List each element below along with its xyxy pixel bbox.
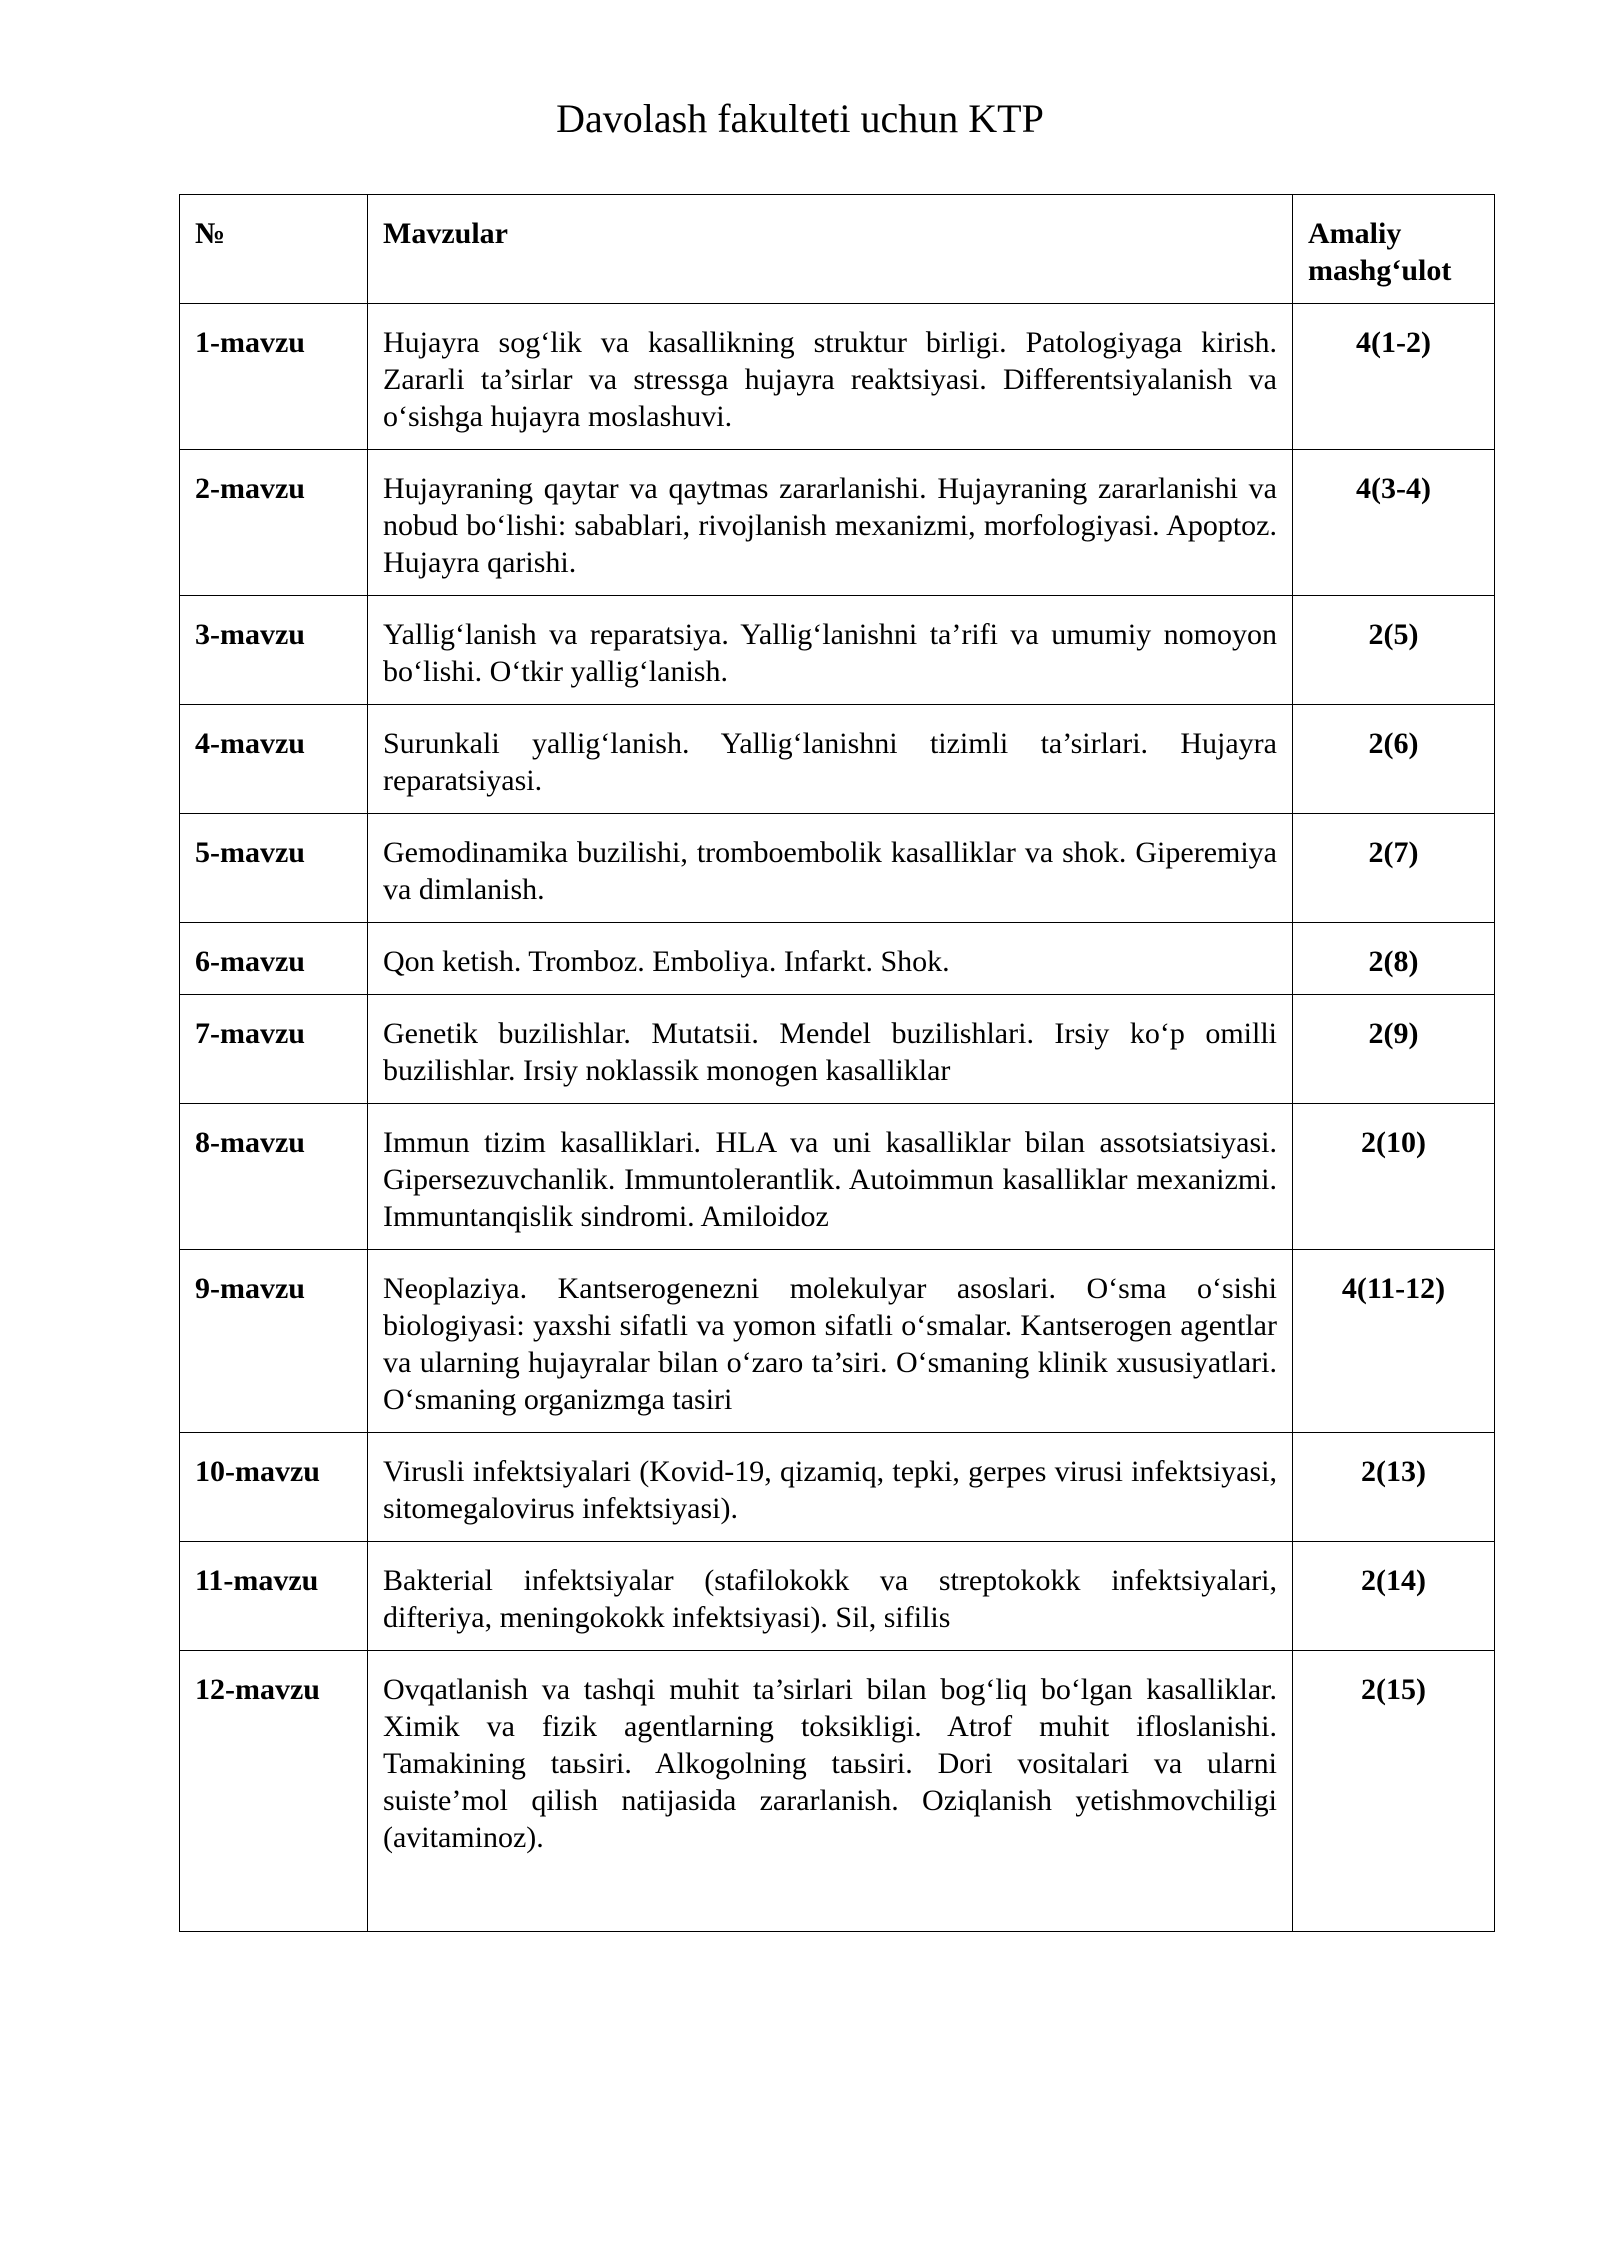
row-hours: 2(8) xyxy=(1293,923,1495,995)
header-practical: Amaliy mashg‘ulot xyxy=(1293,195,1495,304)
table-row xyxy=(180,1542,1495,1651)
page-title: Davolash fakulteti uchun KTP xyxy=(556,96,1044,141)
row-topic: Yallig‘lanish va reparatsiya. Yallig‘lanishni ta’rifi va umumiy nomoyon bo‘lishi. O‘tkir yallig‘lanish. xyxy=(368,596,1293,705)
row-hours: 2(13) xyxy=(1293,1433,1495,1542)
table-header-row xyxy=(180,195,1495,304)
header-number: № xyxy=(180,195,368,304)
row-topic: Qon ketish. Tromboz. Emboliya. Infarkt. Shok. xyxy=(368,923,1293,995)
row-topic: Ovqatlanish va tashqi muhit ta’sirlari bilan bog‘liq bo‘lgan kasalliklar. Ximik va fizik agentlarning toksikligi. Atrof muhit ifloslanishi. Tamakining taьsiri. Alkogolning taьsiri. Dori vositalari va ularni suiste’mol qilish natijasida zararlanish. Oziqlanish yetishmovchiligi (avitaminoz). xyxy=(368,1651,1293,1932)
table-row xyxy=(180,814,1495,923)
row-number: 10-mavzu xyxy=(180,1433,368,1542)
row-number: 7-mavzu xyxy=(180,995,368,1104)
row-topic: Bakterial infektsiyalar (stafilokokk va streptokokk infektsiyalari, difteriya, meningokokk infektsiyasi). Sil, sifilis xyxy=(368,1542,1293,1651)
row-number: 1-mavzu xyxy=(180,304,368,450)
row-topic: Hujayra sog‘lik va kasallikning struktur birligi. Patologiyaga kirish. Zararli ta’sirlar va stressga hujayra reaktsiyasi. Differentsiyalanish va o‘sishga hujayra moslashuvi. xyxy=(368,304,1293,450)
row-hours: 2(10) xyxy=(1293,1104,1495,1250)
row-hours: 2(6) xyxy=(1293,705,1495,814)
row-topic: Genetik buzilishlar. Mutatsii. Mendel buzilishlari. Irsiy ko‘p omilli buzilishlar. Irsiy noklassik monogen kasalliklar xyxy=(368,995,1293,1104)
row-hours: 2(15) xyxy=(1293,1651,1495,1932)
row-number: 5-mavzu xyxy=(180,814,368,923)
row-number: 4-mavzu xyxy=(180,705,368,814)
table-row xyxy=(180,1250,1495,1433)
table-row xyxy=(180,995,1495,1104)
row-number: 8-mavzu xyxy=(180,1104,368,1250)
table-row xyxy=(180,304,1495,450)
row-topic: Surunkali yallig‘lanish. Yallig‘lanishni tizimli ta’sirlari. Hujayra reparatsiyasi. xyxy=(368,705,1293,814)
row-hours: 4(11-12) xyxy=(1293,1250,1495,1433)
row-number: 9-mavzu xyxy=(180,1250,368,1433)
row-number: 11-mavzu xyxy=(180,1542,368,1651)
row-number: 12-mavzu xyxy=(180,1651,368,1932)
row-topic: Virusli infektsiyalari (Kovid-19, qizamiq, tepki, gerpes virusi infektsiyasi, sitomegalovirus infektsiyasi). xyxy=(368,1433,1293,1542)
header-topics: Mavzular xyxy=(368,195,1293,304)
table-row xyxy=(180,1433,1495,1542)
table-row xyxy=(180,1651,1495,1932)
row-hours: 4(1-2) xyxy=(1293,304,1495,450)
table-row xyxy=(180,923,1495,995)
table-row xyxy=(180,450,1495,596)
row-hours: 2(9) xyxy=(1293,995,1495,1104)
row-number: 3-mavzu xyxy=(180,596,368,705)
row-number: 2-mavzu xyxy=(180,450,368,596)
row-topic: Neoplaziya. Kantserogenezni molekulyar asoslari. O‘sma o‘sishi biologiyasi: yaxshi sifatli va yomon sifatli o‘smalar. Kantserogen agentlar va ularning hujayralar bilan o‘zaro ta’siri. O‘smaning klinik xususiyatlari. O‘smaning organizmga tasiri xyxy=(368,1250,1293,1433)
ktp-table xyxy=(179,194,1495,1932)
row-topic: Hujayraning qaytar va qaytmas zararlanishi. Hujayraning zararlanishi va nobud bo‘lishi: sabablari, rivojlanish mexanizmi, morfologiyasi. Apoptoz. Hujayra qarishi. xyxy=(368,450,1293,596)
table-row xyxy=(180,596,1495,705)
row-hours: 2(14) xyxy=(1293,1542,1495,1651)
row-hours: 2(7) xyxy=(1293,814,1495,923)
row-topic: Gemodinamika buzilishi, tromboembolik kasalliklar va shok. Giperemiya va dimlanish. xyxy=(368,814,1293,923)
row-number: 6-mavzu xyxy=(180,923,368,995)
row-hours: 2(5) xyxy=(1293,596,1495,705)
table-row xyxy=(180,705,1495,814)
row-hours: 4(3-4) xyxy=(1293,450,1495,596)
table-row xyxy=(180,1104,1495,1250)
row-topic: Immun tizim kasalliklari. HLA va uni kasalliklar bilan assotsiatsiyasi. Gipersezuvchanlik. Immuntolerantlik. Autoimmun kasalliklar mexanizmi. Immuntanqislik sindromi. Amiloidoz xyxy=(368,1104,1293,1250)
